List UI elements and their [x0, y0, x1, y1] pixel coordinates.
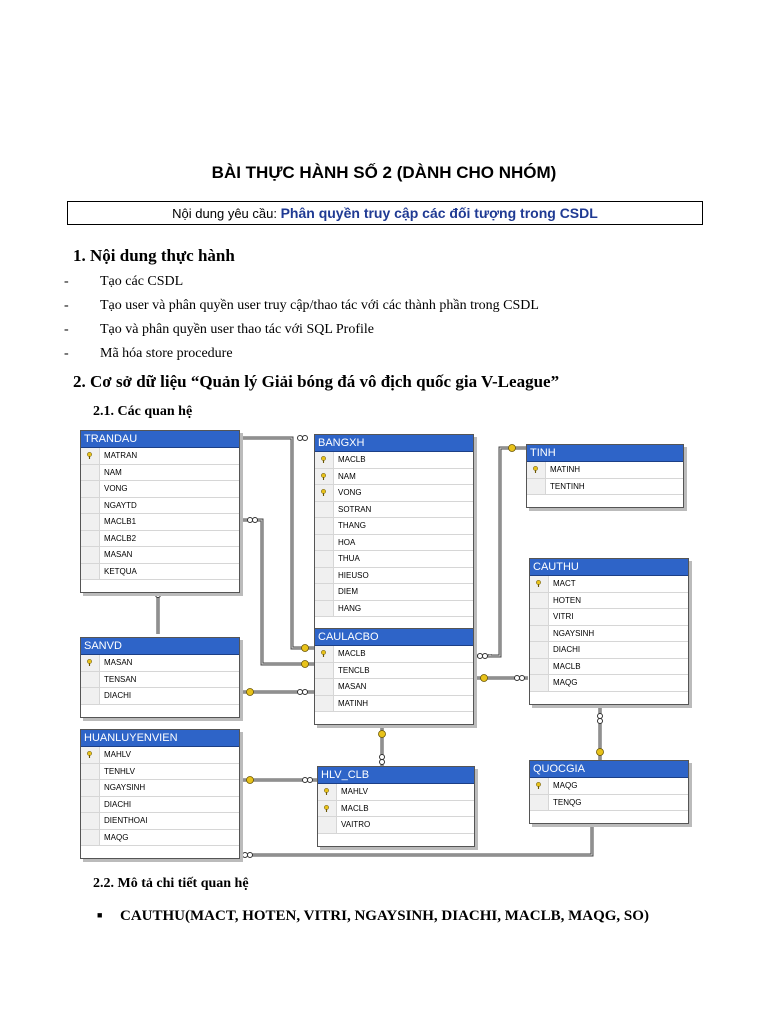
table-column-row — [315, 502, 473, 519]
column-name: MASAN — [104, 658, 133, 667]
table-padding — [527, 495, 683, 507]
table-column-row — [81, 498, 239, 515]
table-column-row — [315, 485, 473, 502]
table-sanvd[interactable] — [80, 637, 240, 718]
table-column-row — [530, 795, 688, 812]
table-column-row — [315, 568, 473, 585]
primary-key-icon — [86, 452, 93, 459]
table-column-row — [315, 663, 473, 680]
column-name: VITRI — [553, 612, 574, 621]
table-column-row — [318, 801, 474, 818]
column-name: TENCLB — [338, 665, 370, 675]
table-column-row — [81, 465, 239, 482]
column-name: TENTINH — [550, 481, 585, 491]
table-trandau[interactable] — [80, 430, 240, 593]
primary-key-icon — [86, 659, 93, 666]
table-column-row — [527, 462, 683, 479]
column-name: HANG — [338, 603, 362, 613]
column-name: MATINH — [550, 465, 581, 474]
table-column-row — [81, 514, 239, 531]
column-name: DIEM — [338, 587, 358, 596]
column-name: DIACHI — [553, 645, 581, 654]
table-column-row — [81, 688, 239, 705]
column-name: MACLB — [338, 649, 366, 658]
table-column-row — [315, 601, 473, 618]
primary-key-icon — [323, 788, 330, 795]
table-column-row — [81, 747, 239, 764]
table-caulacbo[interactable] — [314, 628, 474, 725]
table-column-row — [315, 551, 473, 568]
primary-key-icon — [535, 782, 542, 789]
table-header: QUOCGIA — [530, 761, 688, 778]
table-padding — [315, 712, 473, 724]
primary-key-icon — [535, 580, 542, 587]
table-column-row — [81, 813, 239, 830]
column-name: MASAN — [104, 550, 133, 559]
column-name: DIENTHOAI — [104, 816, 148, 825]
table-column-row — [81, 764, 239, 781]
list-item: - Tạo và phân quyền user thao tác với SQL Profile — [64, 322, 374, 337]
table-column-row — [315, 535, 473, 552]
table-column-row — [81, 780, 239, 797]
table-header: TRANDAU — [81, 431, 239, 448]
column-name: MACLB2 — [104, 533, 137, 543]
requirement-label: Nội dung yêu cầu: — [172, 206, 281, 221]
table-column-row — [81, 830, 239, 847]
primary-key-icon — [86, 751, 93, 758]
table-column-row — [530, 576, 688, 593]
table-quocgia[interactable] — [529, 760, 689, 824]
table-padding — [81, 846, 239, 858]
requirement-value: Phân quyền truy cập các đối tượng trong CSDL — [280, 205, 598, 221]
table-header: CAUTHU — [530, 559, 688, 576]
column-name: TENSAN — [104, 674, 137, 684]
table-huanluyenvien[interactable] — [80, 729, 240, 859]
table-bangxh[interactable] — [314, 434, 474, 630]
table-column-row — [530, 626, 688, 643]
table-column-row — [318, 817, 474, 834]
column-name: NAM — [104, 467, 122, 477]
page-title: BÀI THỰC HÀNH SỐ 2 (DÀNH CHO NHÓM) — [211, 163, 557, 182]
table-column-row — [315, 679, 473, 696]
table-tinh[interactable] — [526, 444, 684, 508]
section-2-heading: 2. Cơ sở dữ liệu “Quản lý Giải bóng đá vô địch quốc gia V-League” — [73, 372, 560, 391]
table-column-row — [81, 564, 239, 581]
primary-key-icon — [320, 456, 327, 463]
column-name: MAHLV — [104, 750, 131, 759]
table-column-row — [318, 784, 474, 801]
table-hlv-clb[interactable] — [317, 766, 475, 847]
column-name: THANG — [338, 521, 366, 530]
table-column-row — [530, 778, 688, 795]
table-column-row — [81, 481, 239, 498]
list-item: - Tạo các CSDL — [64, 274, 184, 289]
column-name: MACLB — [341, 803, 369, 813]
table-cauthu[interactable] — [529, 558, 689, 705]
table-column-row — [315, 646, 473, 663]
column-name: VONG — [104, 484, 128, 493]
bullet-icon: ■ — [97, 910, 103, 920]
column-name: MATRAN — [104, 451, 138, 460]
subsection-2-1-heading: 2.1. Các quan hệ — [93, 404, 193, 419]
column-name: HOTEN — [553, 595, 581, 605]
table-column-row — [530, 642, 688, 659]
column-name: NGAYTD — [104, 500, 137, 510]
table-column-row — [530, 593, 688, 610]
column-name: MAQG — [553, 678, 578, 687]
table-column-row — [315, 518, 473, 535]
table-column-row — [315, 696, 473, 713]
column-name: NGAYSINH — [104, 783, 146, 792]
column-name: MAQG — [553, 781, 578, 790]
primary-key-icon — [320, 650, 327, 657]
column-name: TENQG — [553, 797, 582, 807]
column-name: MACLB — [553, 661, 581, 671]
column-name: MACLB1 — [104, 517, 137, 526]
column-name: HIEUSO — [338, 570, 369, 580]
table-header: SANVD — [81, 638, 239, 655]
column-name: DIACHI — [104, 799, 132, 809]
column-name: TENHLV — [104, 766, 135, 776]
column-name: MAHLV — [341, 787, 368, 796]
table-column-row — [530, 659, 688, 676]
column-name: DIACHI — [104, 691, 132, 700]
table-column-row — [530, 609, 688, 626]
list-item: - Mã hóa store procedure — [64, 346, 233, 361]
column-name: KETQUA — [104, 566, 137, 576]
table-column-row — [81, 672, 239, 689]
table-header: CAULACBO — [315, 629, 473, 646]
subsection-2-2-heading: 2.2. Mô tả chi tiết quan hệ — [93, 876, 249, 891]
table-header: BANGXH — [315, 435, 473, 452]
column-name: VONG — [338, 488, 362, 497]
list-item: - Tạo user và phân quyền user truy cập/thao tác với các thành phần trong CSDL — [64, 298, 539, 313]
column-name: VAITRO — [341, 820, 371, 829]
table-padding — [81, 580, 239, 592]
column-name: NGAYSINH — [553, 628, 595, 638]
table-column-row — [530, 675, 688, 692]
table-column-row — [81, 531, 239, 548]
table-column-row — [315, 469, 473, 486]
table-column-row — [527, 479, 683, 496]
primary-key-icon — [532, 466, 539, 473]
column-name: HOA — [338, 537, 356, 547]
table-column-row — [81, 547, 239, 564]
table-column-row — [315, 584, 473, 601]
primary-key-icon — [323, 805, 330, 812]
table-header: HLV_CLB — [318, 767, 474, 784]
column-name: THUA — [338, 554, 360, 563]
table-column-row — [81, 655, 239, 672]
column-name: NAM — [338, 471, 356, 481]
column-name: MAQG — [104, 832, 129, 842]
table-padding — [318, 834, 474, 846]
column-name: SOTRAN — [338, 504, 372, 514]
primary-key-icon — [320, 473, 327, 480]
table-header: HUANLUYENVIEN — [81, 730, 239, 747]
column-name: MACLB — [338, 455, 366, 464]
table-header: TINH — [527, 445, 683, 462]
table-column-row — [81, 448, 239, 465]
table-padding — [530, 811, 688, 823]
table-padding — [81, 705, 239, 717]
table-padding — [530, 692, 688, 704]
column-name: MATINH — [338, 698, 369, 708]
table-column-row — [81, 797, 239, 814]
table-column-row — [315, 452, 473, 469]
column-name: MACT — [553, 579, 576, 588]
section-1-heading: 1. Nội dung thực hành — [73, 246, 235, 265]
primary-key-icon — [320, 489, 327, 496]
column-name: MASAN — [338, 682, 367, 691]
relation-description: CAUTHU(MACT, HOTEN, VITRI, NGAYSINH, DIACHI, MACLB, MAQG, SO) — [120, 908, 649, 924]
